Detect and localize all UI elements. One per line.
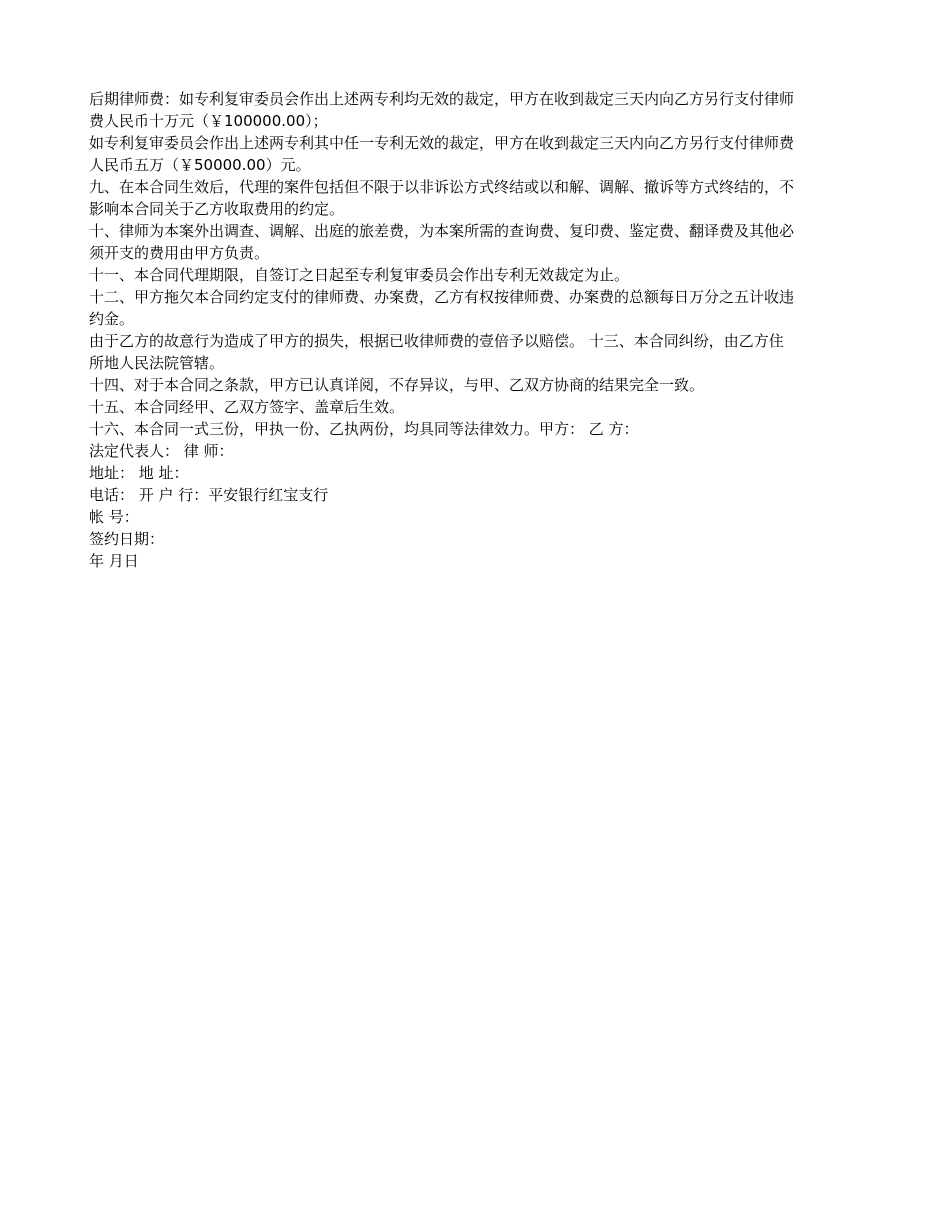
text-line-4: 人民币五万（￥50000.00）元。: [89, 156, 311, 174]
text-line-1: 后期律师费：如专利复审委员会作出上述两专利均无效的裁定，甲方在收到裁定三天内向乙方另行支付律师: [89, 90, 795, 108]
text-line-8: 须开支的费用由甲方负责。: [89, 244, 270, 262]
text-line-2: 费人民币十万元（￥100000.00）；: [89, 112, 328, 130]
text-line-17: 法定代表人： 律 师：: [89, 442, 234, 460]
text-line-20: 帐 号：: [89, 508, 139, 526]
text-line-3: 如专利复审委员会作出上述两专利其中任一专利无效的裁定，甲方在收到裁定三天内向乙方另行支付律师费: [89, 134, 795, 152]
text-line-19: 电话： 开 户 行：平安银行红宝支行: [89, 486, 329, 504]
text-line-10: 十二、甲方拖欠本合同约定支付的律师费、办案费，乙方有权按律师费、办案费的总额每日万分之五计收违: [89, 288, 795, 306]
text-line-15: 十五、本合同经甲、乙双方签字、盖章后生效。: [89, 398, 405, 416]
text-line-18: 地址： 地 址：: [89, 464, 189, 482]
text-line-9: 十一、本合同代理期限，自签订之日起至专利复审委员会作出专利无效裁定为止。: [89, 266, 630, 284]
text-line-6: 影响本合同关于乙方收取费用的约定。: [89, 200, 345, 218]
text-line-14: 十四、对于本合同之条款，甲方已认真详阅，不存异议，与甲、乙双方协商的结果完全一致。: [89, 376, 705, 394]
text-line-21: 签约日期：: [89, 530, 165, 548]
text-line-7: 十、律师为本案外出调查、调解、出庭的旅差费，为本案所需的查询费、复印费、鉴定费、翻译费及其他必: [89, 222, 795, 240]
text-line-11: 约金。: [89, 310, 135, 328]
text-line-12: 由于乙方的故意行为造成了甲方的损失，根据已收律师费的壹倍予以赔偿。 十三、本合同纠纷，由乙方住: [89, 332, 784, 350]
text-line-16: 十六、本合同一式三份，甲执一份、乙执两份，均具同等法律效力。甲方： 乙 方：: [89, 420, 639, 438]
text-line-13: 所地人民法院管辖。: [89, 354, 225, 372]
text-line-5: 九、在本合同生效后，代理的案件包括但不限于以非诉讼方式终结或以和解、调解、撤诉等方式终结的，不: [89, 178, 795, 196]
document-body: [89, 88, 859, 572]
text-line-22: 年 月日: [89, 552, 139, 570]
